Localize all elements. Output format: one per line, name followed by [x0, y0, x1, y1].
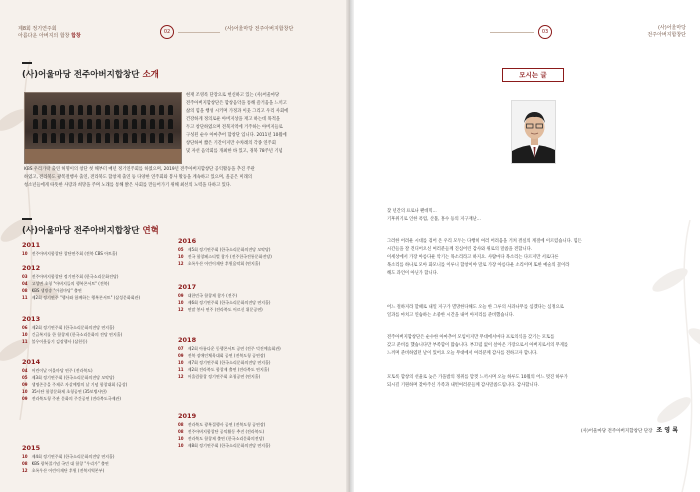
greeting-title: 모시는 글	[502, 68, 564, 82]
signature: (사)어울마당 전주아버지합창단 단장 조 영 록	[580, 427, 678, 434]
header-line-2: 아름다운 아버지의 합창 합창	[18, 33, 81, 39]
director-portrait	[511, 100, 556, 164]
history-event: 09 전라북도청 주관 문화의 주간공연 (전라북도국제관)	[22, 396, 121, 401]
page-gutter	[346, 0, 354, 492]
page-number-right: 03	[538, 25, 552, 39]
history-event: 07 제2회 아름다운 동행콘서트 공연 (전주 덕진예술회관)	[178, 346, 281, 351]
history-event: 10 35사단 합창문화제 초청공연 (35보병사단)	[22, 389, 107, 394]
right-header: (사)어울마당 전주아버지합창단	[647, 25, 686, 38]
greeting-paragraph: 어느 절하지라 할때로 내일 지구가 멸망한다해도 오늘 한 그루의 사과나무를 심겠다는 심정으로 일과를 마치고 연습하는 소중한 시간을 내어 아저리를 준비했습니다.	[387, 305, 564, 318]
history-title-bar	[22, 218, 32, 220]
history-event: 12 초록우산 어린이재단 후원 (전북지역본부)	[22, 468, 105, 473]
history-year: 2014	[22, 358, 41, 366]
left-header	[18, 26, 81, 40]
history-event: 10 전국 합창페스티벌 참가 (전주한국전통문화전당)	[178, 254, 272, 259]
person-icon	[512, 101, 556, 164]
history-event: 09 대한민국 합창제 참가 (전주)	[178, 293, 238, 298]
history-year: 2017	[178, 283, 197, 291]
history-event: 06 제2회 정기연주회 (한국소리문화의전당 연지홀)	[22, 325, 115, 330]
history-event: 10 제7회 정기연주회 (한국소리문화의전당 연지홀)	[178, 360, 271, 365]
intro-text: 현재 조영록 단장으로 헌신하고 있는 (사)어울마당 전주아버지합창단은 합창음악을 통해 즐거움을 느끼고 삶의 힘을 행성 시키며 가정과 이웃 그리고 우리 사회에 건강하게 정의로운 아버지상을 재고 하는데 목적을 두고 창단하였으며 전북지역에 거주하는 아버지들로 구성된 순수 아마추어 합창단 입니다. 2011년 10월에 창단하여 짧은 기간이지만 수차례의 각종 연주회 및 자선 음악회를 개최한 바 있고, 경북 78주년 기념	[186, 93, 289, 154]
history-event: 10 제6회 정기연주회 (한국소리문화의전당 연지홀)	[178, 300, 271, 305]
header-divider	[178, 32, 220, 33]
header-divider	[490, 32, 534, 33]
history-title: (사)어울마당 전주아버지합창단 연혁	[22, 226, 159, 236]
history-event: 11 불우이웃돕기 김장행사 (삼천동)	[22, 339, 88, 344]
history-event: 12 어울림합창 정기연주회 초청공연 (연지홀)	[178, 374, 261, 379]
greeting-paragraph: 모토록 합창의 선율로 늦은 가을밤의 정취를 맘껏 느끼시며 오늘 하루도 10월의 어느 멋진 하루가 되시길 기원하며 찾아주신 가족과 내빈여러분들께 감사말씀드립니다. 감사합니다.	[387, 375, 568, 388]
history-year: 2016	[178, 237, 197, 245]
header-center-title: (사)어울마당 전주아버지합창단	[225, 26, 294, 32]
history-year: 2019	[178, 412, 197, 420]
history-event: 03 전주아버지합창단 정기연주회 (한국소리문화전당)	[22, 274, 119, 279]
history-year: 2012	[22, 264, 41, 272]
history-event: 04 어린이날 어울마당 연주 (전라북도)	[22, 368, 93, 373]
history-event: 08 전라북도 광복절행사 공연 (전북도청 공연장)	[178, 422, 266, 427]
history-event: 05 제3회 정기연주회 (한국소리문화의전당 모악당)	[22, 375, 115, 380]
history-event: 09 전북 장애인체육대회 공연 (전북도청 공연장)	[178, 353, 266, 358]
history-year: 2011	[22, 241, 41, 249]
history-year: 2018	[178, 336, 197, 344]
history-event: 10 긴급복지를 한 합창제 (한국소리문화의 전당 연지홀)	[22, 332, 123, 337]
signature-name: 조 영 록	[656, 427, 678, 434]
header-line-1: 제8회 정기연주회	[18, 26, 57, 32]
history-event: 12 연말 봉사 연주 (전라북도 어르신 위문공연)	[178, 307, 263, 312]
history-event: 10 전라북도 합창제 출연 (한국소리문화의전당)	[178, 436, 265, 441]
intro-title-bar	[22, 62, 32, 64]
greeting-paragraph: 그러한 어려운 시대를 겪어 온 우리 모두는 다행히 여러 어려움을 거쳐 결실의 계절에 이르렀습니다. 힘든 시간들을 잘 견디어오신 여러분들께 진심어린 감사와 위로의 말씀을 전합니다. 이세상에서 가장 아름다운 악기는 목소리라고 하지요. 사람마다 목소리는 다르지만 서로다른 목소리를 하나로 모아 화모니를 이루니 합창이야 말로 가장 아름다운 소리이며 또한 예술의 꽃이라 해도 과언이 아닌가 합니다.	[387, 239, 582, 276]
intro-text-continued: KBS 우리가락 출연 허명이의 창단 첫 해부터 매년 정기연주회를 하였으며, 2019년 전주아버지합창단 공익활동을 추진 주관 하였고, 전라북도 광복절행사 출연, 전라북도 합창제 출연 등 다양한 연주회와 봉사 활동을 계속하고 있으며, 올곧은 미래의 청소년들에게 따뜻한 사랑과 희망을 주며 노래를 통해 밝은 사회를 만들어가기 위해 최선의 노력을 다하고 있다.	[24, 167, 255, 188]
history-event: 08 KBS 광복절기념 국민 대 합창 "우리가" 출연	[22, 461, 109, 466]
history-event: 04 고성면 초청 "아버지들의 행복콘서트" (전북)	[22, 281, 110, 286]
page-number-left: 02	[160, 25, 174, 39]
history-event: 08 전주아버지합창단 공익활동 추진 (전라북도)	[178, 429, 265, 434]
choir-photo	[24, 92, 182, 164]
history-event: 10 제4회 정기연주회 (한국소리문화의전당 연지홀)	[22, 454, 115, 459]
history-event: 05 제5회 정기연주회 (한국소리문화의전당 모악당)	[178, 247, 271, 252]
history-event: 11 제2회 정기연주 "행사와 함께하는 행복콘서트" (삼성문화회관)	[22, 295, 141, 300]
history-event: 11 제2회 전라북도 합창제 출연 (전라북도 연지홀)	[178, 367, 270, 372]
greeting-paragraph: 전주아버지합창단은 순수한 아마추어 모임이지만 무대에서마다 프로의식을 갖기는 모토를 갖고 준비를 했습니다만 부족함이 많습니다. 부끄럼 없이 살아온 가장으로서 아버지로서의 무게를 느끼며 준비하였던 날이 있어요 오늘 무대에서 여러분께 감사를 전하고자 합니다.	[387, 335, 569, 356]
history-event: 12 초록우산 어린이재단 후원음악회 (연지홀)	[178, 261, 261, 266]
right-page	[350, 0, 700, 492]
greeting-paragraph: 찾 년간의 프로나 팬데믹... 기후위기로 인한 폭염, 산불, 홍수 등의 지구재난...	[387, 209, 481, 222]
history-event: 10 전주아버지합창단 창단연주회 (전북 CBS 아트홀)	[22, 251, 118, 256]
intro-title: (사)어울마당 전주아버지합창단 소개	[22, 70, 159, 80]
history-event: 08 KBS 생방송 "아침마당" 출연	[22, 288, 82, 293]
history-event: 10 제8회 정기연주회 (한국소리문화의전당 연지홀)	[178, 443, 271, 448]
history-year: 2015	[22, 444, 41, 452]
history-year: 2013	[22, 315, 41, 323]
history-event: 09 생명존중을 주제로 자살예방의 날 기념 합창대회 (금상)	[22, 382, 128, 387]
